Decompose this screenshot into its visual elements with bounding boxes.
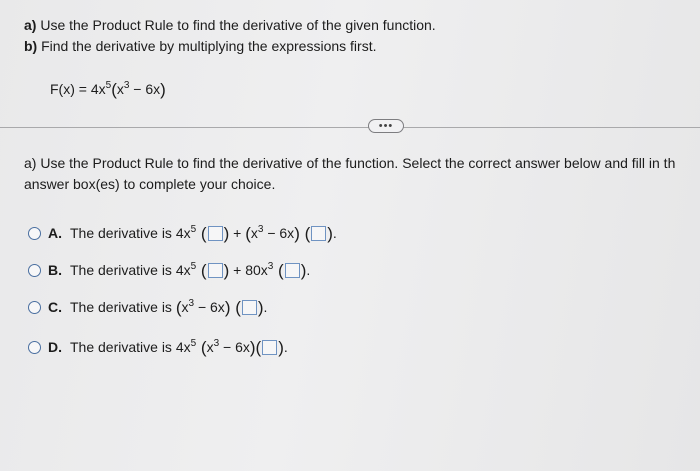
function-exp2: 3 <box>123 80 130 91</box>
option-c-end: . <box>263 299 268 315</box>
option-d-paren-rest: − 6x <box>219 339 250 355</box>
option-c-letter: C. <box>48 299 62 315</box>
option-b[interactable] <box>48 261 310 281</box>
option-c[interactable] <box>48 298 267 318</box>
option-a-end: . <box>332 225 337 241</box>
function-x: x <box>116 81 124 97</box>
radio-option-c[interactable] <box>28 301 41 314</box>
option-d[interactable] <box>48 338 288 358</box>
option-d-end: . <box>283 339 288 355</box>
option-c-prefix: The derivative is <box>70 299 176 315</box>
question-part-b <box>24 38 376 54</box>
close-paren: ) <box>278 338 284 357</box>
function-open-paren: ( <box>111 80 117 99</box>
option-c-paren-expr: x <box>181 299 189 315</box>
open-paren: ( <box>255 338 262 357</box>
radio-option-d[interactable] <box>28 341 41 354</box>
function-lhs: F(x) = 4x <box>50 81 106 97</box>
part-a-label: a) <box>24 17 37 33</box>
close-paren: ) <box>257 298 264 317</box>
open-paren: ( <box>273 261 284 280</box>
radio-option-a[interactable] <box>28 227 41 240</box>
option-d-prefix: The derivative is 4x <box>70 339 191 355</box>
section-divider <box>0 127 700 128</box>
part-b-text: Find the derivative by multiplying the expressions first. <box>37 38 377 54</box>
answer-box-a1[interactable] <box>208 226 223 241</box>
function-rest: − 6x <box>129 81 161 97</box>
option-a-paren-rest: − 6x <box>263 225 295 241</box>
answer-box-b2[interactable] <box>285 263 300 278</box>
function-expression <box>50 80 166 100</box>
option-b-prefix: The derivative is 4x <box>70 262 191 278</box>
open-paren: ( <box>299 224 311 243</box>
close-paren: ) <box>249 338 256 357</box>
close-paren: ) <box>300 261 307 280</box>
open-paren: ( <box>196 224 207 243</box>
option-d-paren-exp: 3 <box>213 338 220 349</box>
option-a-letter: A. <box>48 225 62 241</box>
open-paren: ( <box>196 338 207 357</box>
option-d-exp: 5 <box>190 338 197 349</box>
option-b-end: . <box>306 262 311 278</box>
instruction-line-2: answer box(es) to complete your choice. <box>24 176 276 192</box>
close-paren: ) <box>294 224 300 243</box>
close-paren: ) <box>327 224 333 243</box>
option-b-mid: + 80x <box>229 262 268 278</box>
option-d-letter: D. <box>48 339 62 355</box>
option-c-paren-exp: 3 <box>188 298 195 309</box>
expand-button[interactable] <box>368 119 404 133</box>
function-close-paren: ) <box>160 80 166 99</box>
option-b-letter: B. <box>48 262 62 278</box>
option-a[interactable] <box>48 224 337 244</box>
option-a-mid: + <box>229 225 246 241</box>
answer-box-d1[interactable] <box>262 340 277 355</box>
part-a-text: Use the Product Rule to find the derivative of the given function. <box>36 17 436 33</box>
answer-box-a2[interactable] <box>311 226 326 241</box>
close-paren: ) <box>223 224 230 243</box>
question-part-a <box>24 17 436 33</box>
option-d-paren-expr: x <box>206 339 214 355</box>
part-b-label: b) <box>24 38 38 54</box>
open-paren: ( <box>196 261 207 280</box>
ellipsis-icon: ••• <box>378 119 394 132</box>
option-a-paren-expr: x <box>250 225 258 241</box>
option-a-paren-exp: 3 <box>257 224 264 235</box>
option-b-mid-exp: 3 <box>267 261 274 272</box>
function-exp1: 5 <box>105 80 112 91</box>
open-paren: ( <box>175 298 182 317</box>
open-paren: ( <box>230 298 241 317</box>
radio-option-b[interactable] <box>28 264 41 277</box>
instruction-line-1: a) Use the Product Rule to find the derivative of the function. Select the correct answer below and fill in th <box>24 155 676 171</box>
close-paren: ) <box>223 261 230 280</box>
option-b-exp: 5 <box>190 261 197 272</box>
option-a-prefix: The derivative is 4x <box>70 225 191 241</box>
close-paren: ) <box>224 298 231 317</box>
answer-box-b1[interactable] <box>208 263 223 278</box>
option-c-paren-rest: − 6x <box>194 299 225 315</box>
answer-box-c1[interactable] <box>242 300 257 315</box>
open-paren: ( <box>245 224 251 243</box>
option-a-exp: 5 <box>190 224 197 235</box>
